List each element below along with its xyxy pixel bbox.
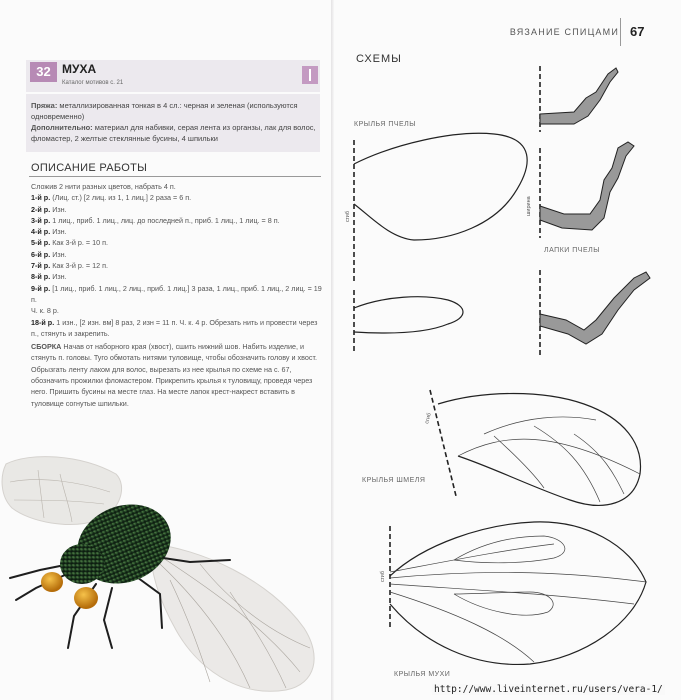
fly-wing-veins <box>390 536 646 662</box>
wing-templates-diagram <box>334 64 681 700</box>
row-text: Изн. <box>52 204 67 214</box>
header-divider <box>620 18 621 46</box>
pattern-title: МУХА <box>62 62 97 76</box>
bee-wing-large <box>354 133 527 240</box>
row-text: Как 3-й р. = 10 п. <box>52 238 108 248</box>
row-label: 6-й р. <box>31 249 51 259</box>
row-label: 4-й р. <box>31 227 51 237</box>
row-text: 1 изн., [2 изн. вм] 8 раз, 2 изн = 11 п. Ч. к. 4 р. Обрезать нить и провести через п., стянуть и закрепить. <box>31 317 318 338</box>
row-label: 18-й р. <box>31 317 55 327</box>
instruction-row <box>31 237 323 248</box>
bee-wings-label: КРЫЛЬЯ ПЧЕЛЫ <box>354 121 416 128</box>
yarn-label: Пряжа: <box>31 101 58 110</box>
schemes-title: СХЕМЫ <box>356 53 402 65</box>
row-text: (Лиц. ст.) [2 лиц. из 1, 1 лиц.] 2 раза = 6 п. <box>52 193 192 203</box>
assembly-label: СБОРКА <box>31 342 62 352</box>
fly-photo <box>0 452 331 700</box>
instruction-rows <box>31 192 323 339</box>
fly-eye-left <box>41 572 63 592</box>
fly-fold-label: сгиб <box>380 571 386 582</box>
section-divider <box>29 176 321 177</box>
extra-text: материал для набивки, серая лента из органзы, лак для волос, фломастер, 2 желтые стеклянные бусины, 4 шпильки <box>31 123 316 143</box>
bee-legs-label: ЛАПКИ ПЧЕЛЫ <box>544 247 600 254</box>
fly-right-wing <box>150 544 314 691</box>
bumblebee-wings-label: КРЫЛЬЯ ШМЕЛЯ <box>362 477 426 484</box>
row-text: [1 лиц., приб. 1 лиц., 2 лиц., приб. 1 лиц.] 3 раза, 1 лиц., приб. 1 лиц., 2 лиц. = 19 п. <box>31 283 322 304</box>
source-url[interactable]: http://www.liveinternet.ru/users/vera-1/ <box>434 684 663 695</box>
instruction-row <box>31 317 323 340</box>
row-label: 2-й р. <box>31 204 51 214</box>
instruction-row <box>31 271 323 282</box>
instruction-row <box>31 192 323 203</box>
bee-fold-label-2: ширина <box>526 196 532 216</box>
row-label: 1-й р. <box>31 193 51 203</box>
bumblebee-fold-line <box>430 390 456 496</box>
row-text: 1 лиц., приб. 1 лиц., лиц. до последней п., приб. 1 лиц., 1 лиц. = 8 п. <box>52 215 280 225</box>
assembly-text: Начав от наборного края (хвост), сшить нижний шов. Набить изделие, и стянуть п. головы. Туго обмотать нитями туловище, чтобы обозначить голову и хвост. Обрызгать ленту лаком для волос, вырезать из нее крылья по схеме на с. 67, обозначить прожилки фломастером. Прикрепить крылья к туловищу, проведя через него. Пришить бусины на месте глаз. На месте лапок крест-накрест вставить в туловище согнутые шпильки. <box>31 342 317 408</box>
fly-wings-label: КРЫЛЬЯ МУХИ <box>394 671 451 678</box>
row-label: 7-й р. <box>31 261 51 271</box>
bumblebee-fold-label: сгиб <box>424 412 433 425</box>
extra-label: Дополнительно: <box>31 123 93 132</box>
materials-text <box>31 100 319 144</box>
instructions-intro: Сложив 2 нити разных цветов, набрать 4 п. <box>31 182 176 191</box>
fly-head <box>60 544 104 584</box>
row-text: Изн. <box>52 249 67 259</box>
instruction-row <box>31 283 323 306</box>
row-text: Изн. <box>52 227 67 237</box>
bumblebee-wing <box>438 394 641 506</box>
bumblebee-wing-veins <box>458 417 640 502</box>
running-head: ВЯЗАНИЕ СПИЦАМИ <box>509 27 619 37</box>
instruction-row <box>31 305 323 316</box>
row-text: Как 3-й р. = 12 п. <box>52 261 108 271</box>
row-text: Изн. <box>52 272 67 282</box>
yarn-text: металлизированная тонкая в 4 сл.: черная и зеленая (используются одновременно) <box>31 101 298 121</box>
assembly-paragraph <box>31 341 323 409</box>
bee-leg-1 <box>540 68 618 124</box>
bee-wing-small <box>354 297 463 333</box>
row-text: Ч. к. 8 р. <box>31 306 59 316</box>
bee-leg-3 <box>540 272 650 344</box>
pattern-subtitle: Каталог мотивов с. 21 <box>62 80 124 86</box>
section-marker-icon <box>302 66 318 84</box>
bee-leg-2 <box>540 142 634 230</box>
row-label: 3-й р. <box>31 215 51 225</box>
bee-fold-label-1: сгиб <box>345 211 351 222</box>
instructions <box>31 181 323 409</box>
instruction-row <box>31 260 323 271</box>
row-label: 8-й р. <box>31 272 51 282</box>
instruction-row <box>31 249 323 260</box>
fly-eye-right <box>74 587 98 609</box>
instruction-row <box>31 215 323 226</box>
instruction-row <box>31 204 323 215</box>
row-label: 9-й р. <box>31 283 51 293</box>
row-label: 5-й р. <box>31 238 51 248</box>
page-number: 67 <box>630 24 645 39</box>
pattern-number-badge: 32 <box>30 62 57 82</box>
description-title: ОПИСАНИЕ РАБОТЫ <box>31 162 148 174</box>
instruction-row <box>31 226 323 237</box>
